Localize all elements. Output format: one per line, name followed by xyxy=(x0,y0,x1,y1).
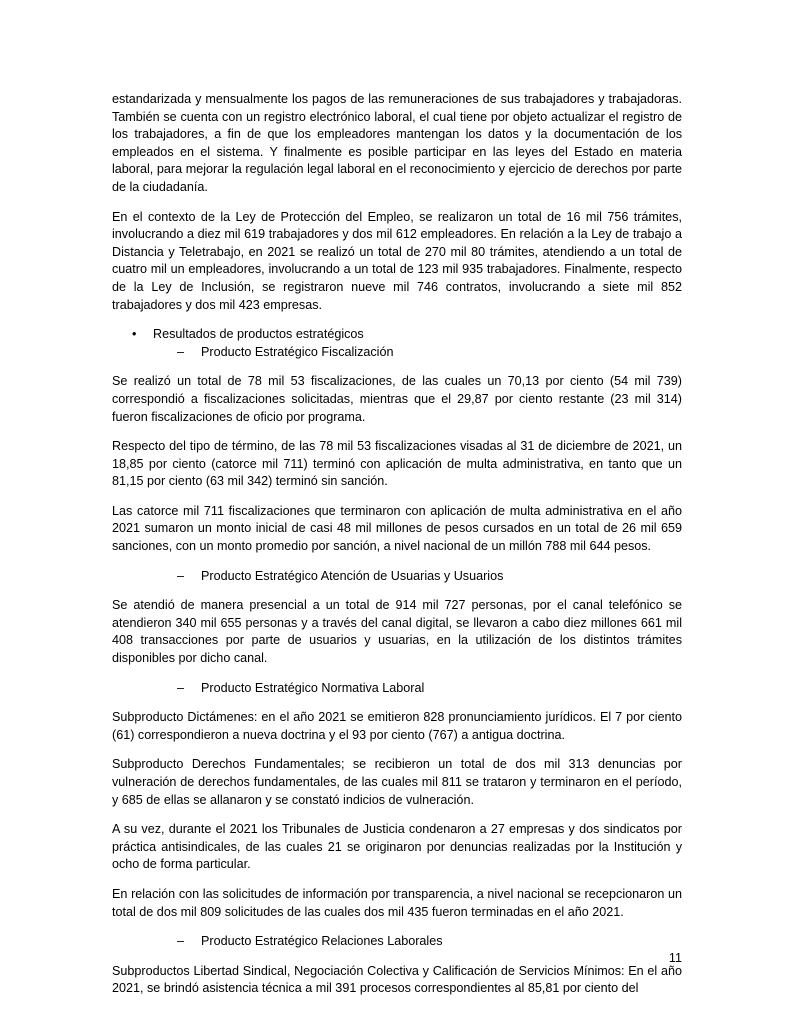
page-body xyxy=(112,91,682,1010)
subheading-atencion-usuarios xyxy=(112,568,682,586)
paragraph-libertad-sindical: Subproductos Libertad Sindical, Negociación Colectiva y Calificación de Servicios Mínimos: En el año 2021, se brindó asistencia técnica a mil 391 procesos correspondientes al 85,81 por ciento del xyxy=(112,963,682,996)
subheading-relaciones-laborales xyxy=(112,933,682,951)
subheading-label: Producto Estratégico Normativa Laboral xyxy=(201,680,425,695)
dash-icon: – xyxy=(177,934,185,949)
paragraph-dictamenes: Subproducto Dictámenes: en el año 2021 se emitieron 828 pronunciamiento jurídicos. El 7 por ciento (61) correspondieron a nueva doctrina y el 93 por ciento (767) a antigua doctrina. xyxy=(112,710,682,742)
paragraph-atencion: Se atendió de manera presencial a un total de 914 mil 727 personas, por el canal telefónico se atendieron 340 mil 655 personas y a través del canal digital, se llevaron a cabo diez millones 661 mil 408 transacciones por parte de usuarios y usuarias, en la utilización de los distintos trámites disponibles por dicho canal. xyxy=(112,598,682,666)
subheading-label: Producto Estratégico Fiscalización xyxy=(201,344,394,359)
paragraph-transparencia: En relación con las solicitudes de información por transparencia, a nivel nacional se recepcionaron un total de dos mil 809 solicitudes de las cuales dos mil 435 fueron terminadas en el año 2021. xyxy=(112,886,682,919)
paragraph-fiscalizaciones: Se realizó un total de 78 mil 53 fiscalizaciones, de las cuales un 70,13 por ciento (54 mil 739) correspondió a fiscalizaciones solicitadas, mientras que el 29,87 por ciento restante (23 mil 314) fueron fiscalizaciones de oficio por programa. xyxy=(112,374,682,424)
page-number: 11 xyxy=(668,951,682,965)
paragraph-leyes-empleo: En el contexto de la Ley de Protección del Empleo, se realizaron un total de 16 mil 756 trámites, involucrando a diez mil 619 trabajadores y dos mil 612 empleadores. En relación a la Ley de trabajo a Distancia y Teletrabajo, en 2021 se realizó un total de 270 mil 80 trámites, atendiendo a un total de cuatro mil un empleadores, involucrando a un total de 123 mil 935 trabajadores. Finalmente, respecto de la Ley de Inclusión, se registraron nueve mil 746 contratos, involucrando a siete mil 852 trabajadores y dos mil 423 empresas. xyxy=(112,209,682,312)
dash-icon: – xyxy=(177,344,185,359)
subheading-label: Producto Estratégico Atención de Usuarias y Usuarios xyxy=(201,568,504,583)
subheading-label: Producto Estratégico Relaciones Laborales xyxy=(201,934,443,949)
bullet-label: Resultados de productos estratégicos xyxy=(153,327,364,342)
paragraph-multas: Las catorce mil 711 fiscalizaciones que terminaron con aplicación de multa administrativa en el año 2021 sumaron un monto inicial de casi 48 mil millones de pesos cursados en un total de 26 mil 659 sanciones, con un monto promedio por sanción, a nivel nacional de un millón 788 mil 644 pesos. xyxy=(112,503,682,554)
dash-icon: – xyxy=(177,568,185,583)
paragraph-tribunales: A su vez, durante el 2021 los Tribunales de Justicia condenaron a 27 empresas y dos sindicatos por práctica antisindicales, de las cuales 21 se originaron por denuncias realizadas por la Institución y ocho de forma particular. xyxy=(112,822,682,872)
paragraph-derechos-fundamentales: Subproducto Derechos Fundamentales; se recibieron un total de dos mil 313 denuncias por vulneración de derechos fundamentales, de las cuales mil 811 se trataron y terminaron en el período, y 685 de ellas se allanaron y se constató indicios de vulneración. xyxy=(112,757,682,807)
paragraph-registro: estandarizada y mensualmente los pagos de las remuneraciones de sus trabajadores y trabajadoras. También se cuenta con un registro electrónico laboral, el cual tiene por objeto actualizar el registro de los trabajadores, a fin de que los empleadores mantengan los datos y la documentación de los empleados en el sistema. Y finalmente es posible participar en las leyes del Estado en materia laboral, para mejorar la regulación legal laboral en el reconocimiento y ejercicio de derechos por parte de la ciudadanía. xyxy=(112,92,682,194)
bullet-item-resultados xyxy=(112,326,682,344)
subheading-normativa-laboral xyxy=(112,680,682,698)
subheading-fiscalizacion xyxy=(112,344,682,362)
bullet-icon: • xyxy=(132,327,137,342)
dash-icon: – xyxy=(177,680,185,695)
paragraph-tipo-termino: Respecto del tipo de término, de las 78 mil 53 fiscalizaciones visadas al 31 de diciembre de 2021, un 18,85 por ciento (catorce mil 711) terminó con aplicación de multa administrativa, en tanto que un 81,15 por ciento (63 mil 342) terminó sin sanción. xyxy=(112,439,682,489)
